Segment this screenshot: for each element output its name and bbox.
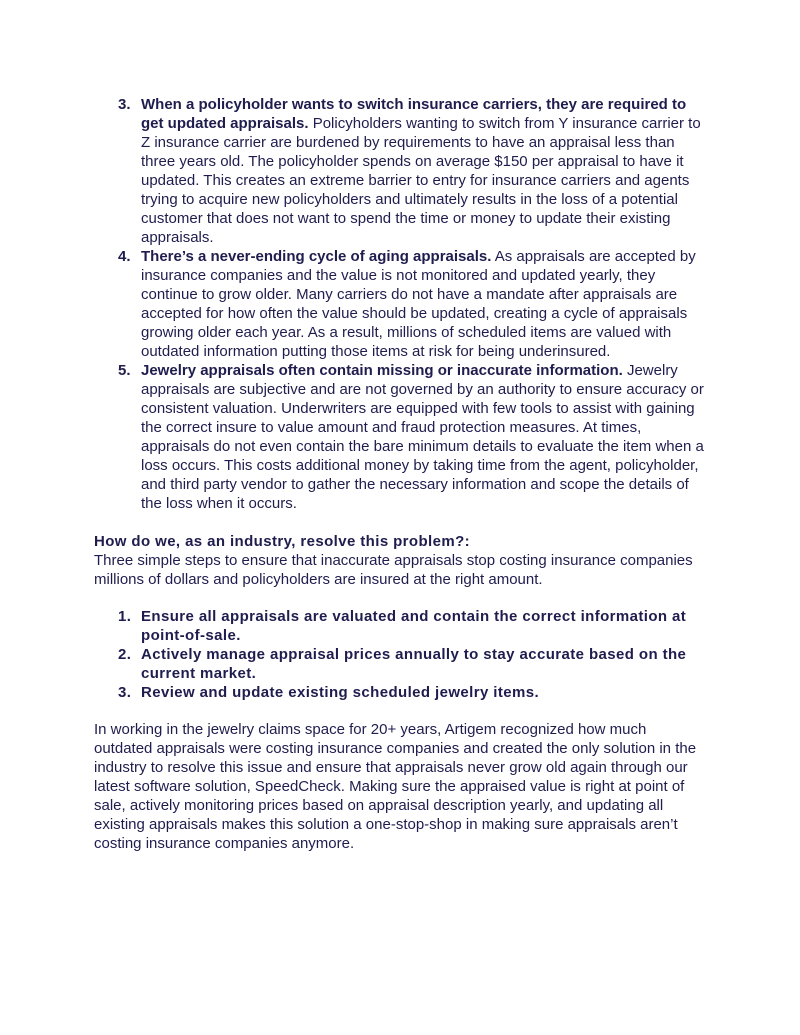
list-body: Jewelry appraisals are subjective and are not governed by an authority to ensure accuracy or consistent valuation. Underwriters are equipped with few tools to assist with gaining the correct insure to value amount and fraud protection measures. At times, appraisals do not even contain the bare minimum details to evaluate the item when a loss occurs. This costs additional money by taking time from the agent, policyholder, and third party vendor to gather the necessary information and scope the details of the loss when it occurs. <box>141 362 704 512</box>
list-number: 4. <box>118 248 131 265</box>
list-body: As appraisals are accepted by insurance companies and the value is not monitored and updated yearly, they continue to grow older. Many carriers do not have a mandate after appraisals are accepted for how often the value should be updated, creating a cycle of appraisals growing older each year. As a result, millions of scheduled items are valued with outdated information putting those items at risk for being underinsured. <box>141 248 696 360</box>
closing-paragraph: In working in the jewelry claims space for 20+ years, Artigem recognized how much outdated appraisals were costing insurance companies and created the only solution in the industry to resolve this issue and ensure that appraisals never grow old again through our latest software solution, SpeedCheck. Making sure the appraised value is right at point of sale, actively monitoring prices based on appraisal description yearly, and updating all existing appraisals makes this solution a one-stop-shop in making sure appraisals aren’t costing insurance companies anymore. <box>94 721 697 852</box>
steps-list <box>94 607 706 702</box>
list-lead: Jewelry appraisals often contain missing or inaccurate information. <box>141 362 623 379</box>
list-item <box>94 247 706 361</box>
list-lead: There’s a never-ending cycle of aging appraisals. <box>141 248 492 265</box>
step-text: Ensure all appraisals are valuated and contain the correct information at point-of-sale. <box>141 608 687 644</box>
section-heading: How do we, as an industry, resolve this problem?: <box>94 533 471 550</box>
list-number: 5. <box>118 362 131 379</box>
list-item <box>94 645 706 683</box>
step-text: Actively manage appraisal prices annually to stay accurate based on the current market. <box>141 646 687 682</box>
problem-list <box>94 95 706 513</box>
list-number: 3. <box>118 684 132 701</box>
list-item <box>94 361 706 513</box>
list-number: 2. <box>118 646 132 663</box>
list-number: 3. <box>118 96 131 113</box>
list-item <box>94 95 706 247</box>
step-text: Review and update existing scheduled jewelry items. <box>141 684 540 701</box>
list-item <box>94 607 706 645</box>
list-body: Policyholders wanting to switch from Y insurance carrier to Z insurance carrier are burdened by requirements to have an appraisal less than three years old. The policyholder spends on average $150 per appraisal to have it updated. This creates an extreme barrier to entry for insurance carriers and agents trying to acquire new policyholders and ultimately results in the loss of a potential customer that does not want to spend the time or money to update their existing appraisals. <box>141 115 701 246</box>
document-page <box>94 95 706 853</box>
list-lead: When a policyholder wants to switch insurance carriers, they are required to get updated appraisals. <box>141 96 687 132</box>
section-intro: Three simple steps to ensure that inaccurate appraisals stop costing insurance companies millions of dollars and policyholders are insured at the right amount. <box>94 552 693 588</box>
list-number: 1. <box>118 608 132 625</box>
list-item <box>94 683 706 702</box>
